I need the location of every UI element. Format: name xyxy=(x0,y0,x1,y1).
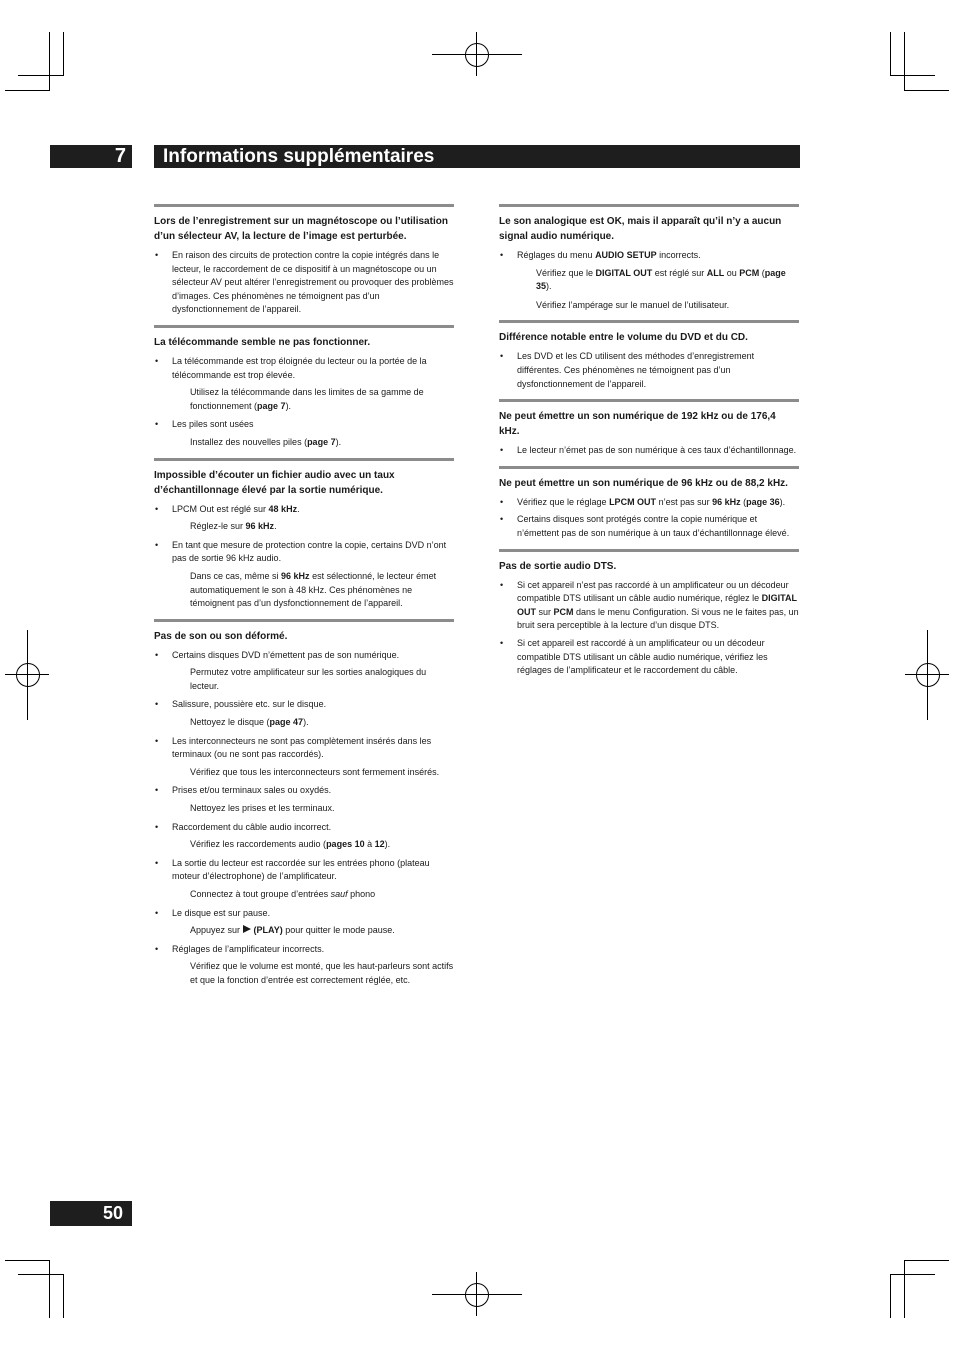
list-item: • Les DVD et les CD utilisent des méthodes d’enregistrement différentes. Ces phénomènes ne témoignent pas d’un dysfonctionnement de l’appareil. xyxy=(500,351,755,389)
troubleshoot-section xyxy=(154,204,454,317)
remedy-text: Connectez à tout groupe d’entrées sauf phono xyxy=(190,889,376,899)
section-title: Le son analogique est OK, mais il apparaît qu’il n’y a aucun signal audio numérique. xyxy=(499,216,782,242)
section-title: Ne peut émettre un son numérique de 96 kHz ou de 88,2 kHz. xyxy=(499,477,788,489)
list-item: • Si cet appareil est raccordé à un amplificateur ou un décodeur compatible DTS utilisant un câble audio numérique, vérifiez les réglages de l’amplificateur et le raccordement du câble. xyxy=(500,637,768,676)
remedy-text: Vérifiez que le DIGITAL OUT est réglé sur ALL ou PCM (page 35). xyxy=(536,267,786,292)
section-title: La télécommande semble ne pas fonctionner. xyxy=(154,336,371,348)
troubleshoot-section xyxy=(154,458,454,611)
page-title: Informations supplémentaires xyxy=(154,145,800,168)
list-item: • En tant que mesure de protection contre la copie, certains DVD n’ont pas de sortie 96 kHz audio. xyxy=(155,539,447,564)
list-item: • Raccordement du câble audio incorrect. xyxy=(155,821,332,832)
section-title: Pas de sortie audio DTS. xyxy=(499,560,617,572)
list-item: • Le lecteur n’émet pas de son numérique à ces taux d’échantillonnage. xyxy=(500,445,797,456)
remedy-text: Permutez votre amplificateur sur les sorties analogiques du lecteur. xyxy=(190,667,427,691)
item-text: En tant que mesure de protection contre la copie, certains DVD n’ont pas de sortie 96 kHz audio. xyxy=(172,539,447,564)
section-title: Ne peut émettre un son numérique de 192 kHz ou de 176,4 kHz. xyxy=(499,411,776,438)
troubleshoot-section xyxy=(499,320,799,391)
item-text: La télécommande est trop éloignée du lecteur ou la portée de la télécommande est trop élevée. xyxy=(172,355,427,380)
item-text: Les piles sont usées xyxy=(172,419,254,430)
remedy-text: Vérifiez que le volume est monté, que les haut-parleurs sont actifs et que la fonction d’entrée est correctement réglée, etc. xyxy=(190,961,454,985)
remedy-text: Utilisez la télécommande dans les limites de sa gamme de fonctionnement (page 7). xyxy=(190,387,424,411)
remedy-text: Vérifiez les raccordements audio (pages 10 à 12). xyxy=(190,839,391,850)
right-column xyxy=(499,204,799,686)
section-title: Lors de l’enregistrement sur un magnétoscope ou l’utilisation d’un sélecteur AV, la lecture de l’image est perturbée. xyxy=(154,216,448,242)
remedy-text: Vérifiez l’ampérage sur le manuel de l’utilisateur. xyxy=(536,299,730,310)
play-icon xyxy=(243,925,251,933)
left-column xyxy=(154,204,454,996)
section-title: Impossible d’écouter un fichier audio avec un taux d’échantillonnage élevé par la sortie numérique. xyxy=(154,469,395,496)
list-item: • Réglages de l’amplificateur incorrects. xyxy=(155,943,325,954)
remedy-text: Nettoyez les prises et les terminaux. xyxy=(190,803,335,814)
troubleshoot-section xyxy=(499,399,799,458)
list-item: • Vérifiez que le réglage LPCM OUT n’est pas sur 96 kHz (page 36). xyxy=(500,496,786,507)
list-item: • Les piles sont usées xyxy=(155,419,254,430)
list-item: • Certains disques sont protégés contre la copie numérique et n’émettent pas de son numérique à un taux d’échantillonnage élevé. xyxy=(500,514,790,538)
section-title: Différence notable entre le volume du DVD et du CD. xyxy=(499,332,748,344)
list-item: • Certains disques DVD n’émettent pas de son numérique. xyxy=(155,649,400,660)
remedy-text: Appuyez sur (PLAY) pour quitter le mode pause. xyxy=(190,925,395,936)
remedy-text: Nettoyez le disque (page 47). xyxy=(190,717,309,728)
remedy-text: Installez des nouvelles piles (page 7). xyxy=(190,436,342,447)
remedy-text: Vérifiez que tous les interconnecteurs sont fermement insérés. xyxy=(190,766,440,777)
remedy-text: Réglez-le sur 96 kHz. xyxy=(190,521,277,532)
troubleshoot-section xyxy=(499,204,799,312)
chapter-number: 7 xyxy=(50,145,132,168)
troubleshoot-section xyxy=(154,619,454,988)
list-item: • Le disque est sur pause. xyxy=(155,907,271,918)
list-item: • LPCM Out est réglé sur 48 kHz. xyxy=(155,503,300,514)
troubleshoot-section xyxy=(499,466,799,541)
section-title: Pas de son ou son déformé. xyxy=(154,630,288,642)
remedy-text: Dans ce cas, même si 96 kHz est sélectionné, le lecteur émet automatiquement le son à 48 kHz. Ces phénomènes ne témoignent pas d’un dysfonctionnement de l’appareil. xyxy=(190,570,437,609)
page-number: 50 xyxy=(50,1201,132,1226)
list-item: • En raison des circuits de protection contre la copie intégrés dans le lecteur, le raccordement de ce dispositif à un magnétoscope ou un sélecteur AV peut altérer l’enregistrement ou provoquer des problèmes d’images. Ces phénomènes ne témoignent pas d’un dysfonctionnement de l’appareil. xyxy=(155,250,454,315)
list-item: • Les interconnecteurs ne sont pas complètement insérés dans les terminaux (ou ne sont pas raccordés). xyxy=(155,735,432,760)
troubleshoot-section xyxy=(499,549,799,678)
list-item: • Si cet appareil n’est pas raccordé à un amplificateur ou un décodeur compatible DTS utilisant un câble audio numérique, réglez le DIGITAL OUT sur PCM dans le menu Configuration. Si vous ne le faites pas, un bruit sera perceptible à la lecture d’un disque DTS. xyxy=(500,579,799,631)
item-text: En raison des circuits de protection contre la copie intégrés dans le lecteur, le raccordement de ce dispositif à un magnétoscope ou un sélecteur AV peut altérer l’enregistrement ou provoquer des problèmes d’images. Ces phénomènes ne témoignent pas d’un dysfonctionnement de l’appareil. xyxy=(172,250,454,315)
list-item: • Réglages du menu AUDIO SETUP incorrects. xyxy=(500,250,701,260)
troubleshoot-section xyxy=(154,325,454,450)
list-item: • Salissure, poussière etc. sur le disque. xyxy=(155,699,327,710)
list-item: • Prises et/ou terminaux sales ou oxydés. xyxy=(155,785,332,796)
list-item: • La sortie du lecteur est raccordée sur les entrées phono (plateau moteur d’électrophone) de l’amplificateur. xyxy=(155,857,430,882)
list-item: • La télécommande est trop éloignée du lecteur ou la portée de la télécommande est trop élevée. xyxy=(155,355,427,380)
